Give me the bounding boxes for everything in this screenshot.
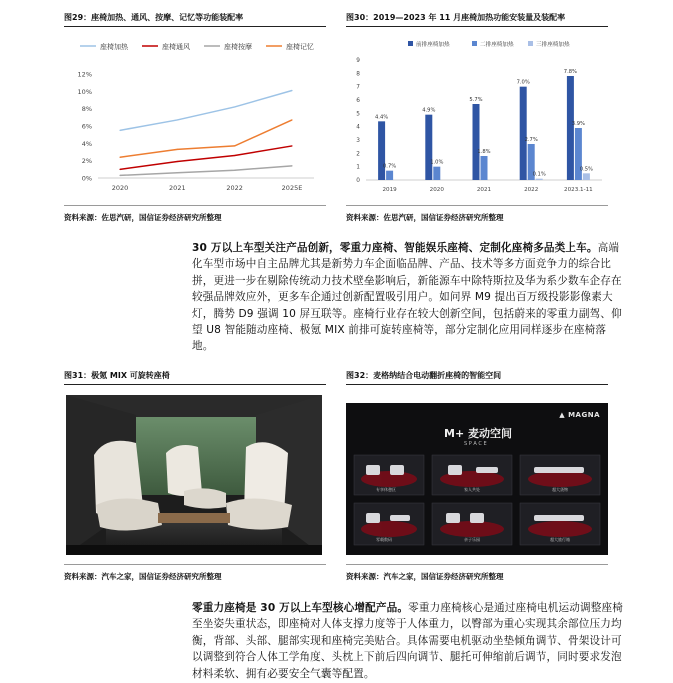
legend-label-2: 座椅按摩: [224, 43, 252, 51]
y-tick-label: 10%: [77, 87, 92, 96]
bar-2: [536, 179, 543, 180]
data-point: [177, 172, 178, 173]
data-point: [291, 145, 292, 146]
x-tick-label: 2021: [476, 187, 492, 193]
data-label: 7.8%: [563, 69, 577, 75]
data-label: 5.7%: [469, 97, 483, 103]
m-plus-space-subtitle: S P A C E: [464, 441, 487, 447]
data-point: [177, 149, 178, 150]
figure-31-top-rule: [64, 384, 326, 385]
figure-29-top-rule: [64, 26, 326, 27]
paragraph-1-lead: 30 万以上车型关注产品创新，零重力座椅、智能娱乐座椅、定制化座椅多品类上车。: [192, 242, 598, 254]
data-label: 4.9%: [422, 107, 436, 114]
data-point: [119, 130, 120, 131]
figure-29-source: 资料来源：佐思汽研，国信证券经济研究所整理: [64, 213, 222, 222]
data-label: 0.7%: [383, 163, 397, 170]
y-tick-label: 6: [356, 98, 360, 104]
x-tick-label: 2022: [524, 187, 539, 193]
y-tick-label: 5: [356, 111, 360, 118]
bar-2: [583, 173, 590, 180]
figure-32-source: 资料来源：汽车之家，国信证券经济研究所整理: [346, 572, 504, 581]
data-point: [234, 155, 235, 156]
data-label: 3.9%: [571, 121, 585, 127]
data-point: [234, 106, 235, 107]
bar-0: [378, 121, 385, 180]
paragraph-2-body: 零重力座椅核心是通过座椅电机运动调整座椅至坐姿失重状态，即座椅对人体支撑力度等于人体重力，以臀部为重心实现其余部位压力均衡，背部、头部、腿部实现和座椅完美贴合。具体需要电机驱动坐垫倾角调节、骨架设计可以调整到符合人体工学角度、头枕上下前后四向调节、腿托可伸缩前后调节，同时要求发泡材料柔软、拥有必要安全气囊等配置。: [192, 602, 623, 680]
figure-30-title: 图30：2019—2023 年 11 月座椅加热功能安装量及装配率: [346, 13, 566, 22]
figure-32-bottom-rule: [346, 564, 608, 565]
panel-label-4: 零载数码: [376, 537, 392, 542]
y-tick-label: 1: [356, 164, 360, 171]
y-tick-label: 2%: [81, 157, 92, 166]
y-tick-label: 12%: [77, 70, 92, 79]
figure-31-source: 资料来源：汽车之家，国信证券经济研究所整理: [64, 572, 222, 581]
panel-label-6: 超大旅行箱: [550, 537, 570, 542]
figure-31-bottom-rule: [64, 564, 326, 565]
data-point: [291, 119, 292, 120]
y-tick-label: 3: [356, 138, 360, 144]
figure-31-title: 图31：极氪 MIX 可旋转座椅: [64, 371, 170, 380]
legend-label-2: 三排座椅加热: [536, 42, 570, 48]
figure-32-top-rule: [346, 384, 608, 385]
magna-triangle-icon: ▲: [559, 411, 569, 419]
figure-30-source: 资料来源：佐思汽研，国信证券经济研究所整理: [346, 213, 504, 222]
y-tick-label: 4%: [81, 139, 92, 148]
data-point: [177, 119, 178, 120]
series-line-2: [120, 166, 292, 176]
legend-swatch-1: [472, 41, 477, 46]
x-tick-label: 2019: [382, 187, 397, 193]
data-label: 0.5%: [579, 166, 593, 173]
legend-swatch-2: [528, 41, 533, 46]
legend-label-1: 座椅通风: [162, 43, 190, 51]
x-tick-label: 2023.1-11: [564, 187, 593, 193]
x-tick-label: 2021: [169, 184, 186, 192]
y-tick-label: 7: [356, 84, 360, 91]
data-point: [119, 157, 120, 158]
panel-label-2: 家人共处: [464, 487, 480, 492]
zeekr-mix-rotating-seat-photo: [66, 395, 322, 555]
data-label: 2.7%: [524, 137, 538, 143]
panel-label-1: 专享休憩区: [376, 487, 396, 492]
figure-29-bottom-rule: [64, 205, 326, 206]
magna-seat-panels: [346, 403, 608, 555]
legend-label-0: 座椅加热: [100, 43, 128, 51]
panel-label-3: 超大货物: [552, 487, 568, 492]
bar-1: [386, 171, 393, 180]
series-line-1: [120, 146, 292, 169]
bar-0: [520, 87, 527, 180]
legend-swatch-0: [408, 41, 413, 46]
magna-smart-space-image: [346, 403, 608, 555]
paragraph-1-body: 高端化车型市场中自主品牌尤其是新势力车企面临品牌、产品、技术等多方面竞争力的综合比拼，更进一步在剔除传统动力技术壁垒影响后，新能源车中除特斯拉及华为系少数车企存在较强品牌效应外，更多车企通过创新配置吸引用户。如问界 M9 提出百万级投影影像素大灯，腾势 D9 强调 10 屏互联等。座椅行业存在较大创新空间，包括蔚来的零重力副驾、仰望 U8 智能随动座椅、极氪 MIX 前排可旋转座椅等，部分定制化应用同样逐步在座椅落地。: [192, 242, 622, 353]
y-tick-label: 0%: [81, 174, 92, 183]
bar-1: [433, 167, 440, 180]
data-point: [234, 145, 235, 146]
data-point: [177, 161, 178, 162]
y-tick-label: 8%: [81, 105, 92, 114]
data-point: [291, 165, 292, 166]
bar-0: [425, 115, 432, 180]
y-tick-label: 0: [356, 178, 360, 184]
data-point: [119, 175, 120, 176]
data-point: [234, 170, 235, 171]
x-tick-label: 2020: [111, 184, 129, 192]
data-label: 4.4%: [375, 114, 389, 121]
data-label: 7.0%: [516, 79, 530, 86]
figure-30-top-rule: [346, 26, 608, 27]
figure-30-bar-chart: [346, 30, 608, 202]
x-tick-label: 2020: [429, 187, 444, 193]
legend-label-0: 前排座椅加热: [416, 42, 450, 48]
y-tick-label: 9: [356, 58, 360, 64]
y-tick-label: 4: [356, 124, 360, 131]
data-label: 0.1%: [532, 171, 546, 178]
bar-1: [481, 156, 488, 180]
bar-0: [567, 76, 574, 180]
paragraph-2: [192, 600, 624, 682]
data-point: [291, 90, 292, 91]
y-tick-label: 8: [356, 71, 360, 78]
figure-30-bottom-rule: [346, 205, 608, 206]
panel-label-5: 亲子乐园: [464, 537, 480, 542]
legend-label-1: 二排座椅加热: [480, 42, 514, 48]
paragraph-1: [192, 240, 624, 355]
x-tick-label: 2025E: [281, 184, 303, 192]
magna-brand: MAGNA: [568, 411, 600, 419]
legend-label-3: 座椅记忆: [286, 43, 314, 51]
figure-32-title: 图32：麦格纳结合电动翻折座椅的智能空间: [346, 371, 502, 380]
data-label: 1.8%: [477, 149, 491, 155]
x-tick-label: 2022: [226, 184, 243, 192]
data-point: [119, 169, 120, 170]
figure-29-title: 图29：座椅加热、通风、按摩、记忆等功能装配率: [64, 13, 244, 22]
paragraph-2-lead: 零重力座椅是 30 万以上车型核心增配产品。: [192, 602, 409, 614]
y-tick-label: 2: [356, 151, 360, 158]
m-plus-space-logo: M+ 麦动空间: [444, 427, 512, 440]
bar-0: [473, 104, 480, 180]
series-line-0: [120, 90, 292, 130]
data-label: 1.0%: [430, 159, 444, 166]
figure-29-line-chart: [64, 30, 326, 202]
y-tick-label: 6%: [81, 122, 92, 131]
